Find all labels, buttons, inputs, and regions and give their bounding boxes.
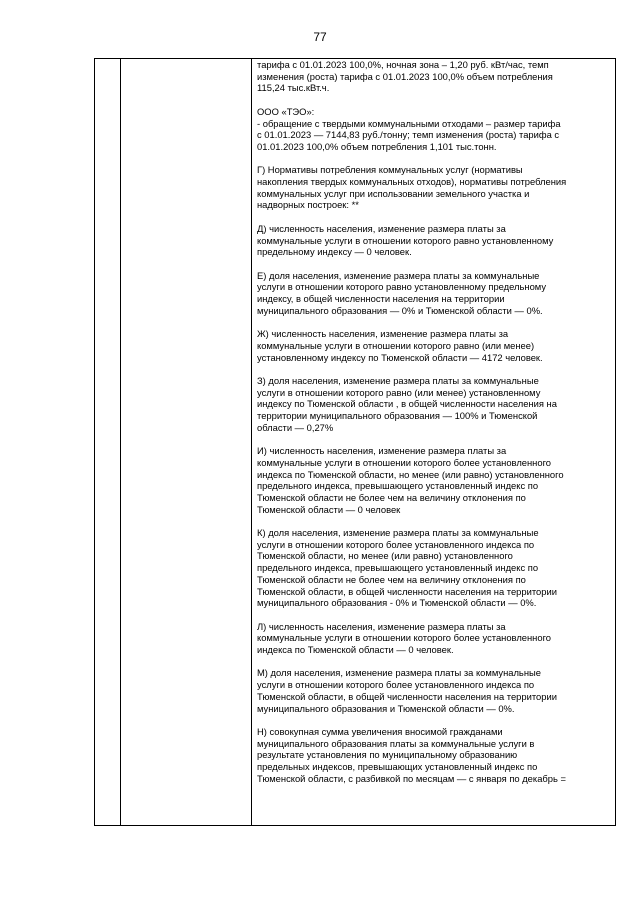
paragraph-i [257,445,611,515]
paragraph-line: коммунальные услуги в отношении которого более установленного [257,456,552,468]
paragraph-line: предельного индекса, превышающего установленный индекс по [257,480,539,492]
paragraph-line: 01.01.2023 100,0% объем потребления 1,101 тыс.тонн. [257,140,497,152]
content-text [257,59,611,784]
paragraph-line: - обращение с твердыми коммунальными отходами – размер тарифа [257,117,561,129]
table-cell-label [121,59,252,826]
paragraph-line: Тюменской области, в общей численности населения на территории [257,585,557,597]
paragraph-line: Л) численность населения, изменение размера платы за [257,620,506,632]
paragraph-line: индексу по Тюменской области , в общей численности населения на [257,398,557,410]
paragraph-e [257,270,611,317]
paragraph-line: территории муниципального образования — 100% и Тюменской [257,410,538,421]
paragraph-line: коммунальные услуги в отношении которого равно (или менее) [257,339,535,351]
paragraph-line: М) доля населения, изменение размера платы за коммунальные [257,667,541,679]
paragraph-line: К) доля населения, изменение размера платы за коммунальные [257,527,539,538]
paragraph-d [257,223,611,258]
paragraph-line: услуги в отношении которого равно (или менее) установленному [257,386,541,398]
paragraph-line: 115,24 тыс.кВт.ч. [257,82,330,94]
paragraph-line: муниципального образования - 0% и Тюменской области — 0%. [257,597,537,609]
paragraph-line: надворных построек: ** [257,199,359,211]
table-cell-content [252,59,616,826]
paragraph-line: муниципального образования платы за коммунальные услуги в [257,737,535,749]
paragraph-z [257,375,611,434]
paragraph-k [257,527,611,609]
paragraph-line: индекса по Тюменской области, но менее (или равно) установленного [257,468,564,480]
paragraph-line: Н) совокупная сумма увеличения вносимой гражданами [257,725,503,737]
paragraph-line: Тюменской области, в общей численности населения на территории [257,690,557,702]
paragraph-line: коммунальных услуг при использовании земельного участка и [257,187,530,199]
paragraph-teo [257,106,611,153]
paragraph-line: Г) Нормативы потребления коммунальных услуг (нормативы [257,164,523,176]
paragraph-line: предельному индексу — 0 человек. [257,246,412,258]
paragraph-line: Тюменской области — 0 человек [257,503,401,515]
page-number: 77 [313,30,327,44]
paragraph-l [257,621,611,656]
paragraph-line: предельного индекса, превышающего установленный индекс по [257,562,539,574]
paragraph-line: Ж) численность населения, изменение размера платы за [257,328,509,340]
paragraph-line: Тюменской области, но менее (или равно) установленного [257,550,513,562]
paragraph-line: муниципального образования — 0% и Тюменской области — 0%. [257,304,543,316]
paragraph-line: индексу, в общей численности населения на территории [257,293,505,304]
table-row [95,59,616,826]
paragraph-line: накопления твердых коммунальных отходов), нормативы потребления [257,176,567,187]
paragraph-line: услуги в отношении которого более установленного индекса по [257,538,535,550]
paragraph-line: результате установления по муниципальному образованию [257,749,518,761]
paragraph-line: И) численность населения, изменение размера платы за [257,445,507,457]
paragraph-line: Тюменской области, с разбивкой по месяцам — с января по декабрь = [257,772,566,784]
paragraph-line: коммунальные услуги в отношении которого равно установленному [257,234,554,246]
paragraph-zh [257,328,611,363]
paragraph-line: индекса по Тюменской области — 0 человек. [257,644,454,656]
paragraph-line: коммунальные услуги в отношении которого более установленного [257,632,552,644]
paragraph-m [257,667,611,714]
paragraph-n [257,726,611,785]
paragraph-line: Е) доля населения, изменение размера платы за коммунальные [257,269,540,281]
paragraph-g [257,164,611,211]
paragraph-line: с 01.01.2023 — 7144,83 руб./тонну; темп изменения (роста) тарифа с [257,129,560,141]
table-cell-index [95,59,121,826]
paragraph-line: Тюменской области не более чем на величину отклонения по [257,491,526,503]
paragraph-line: ООО «ТЭО»: [257,105,315,117]
paragraph-line: муниципального образования и Тюменской области — 0%. [257,702,515,714]
paragraph-line: Д) численность населения, изменение размера платы за [257,222,506,234]
paragraph-line: установленному индексу по Тюменской области — 4172 человек. [257,351,543,363]
paragraph-tariff-night [257,59,611,94]
paragraph-line: З) доля населения, изменение размера платы за коммунальные [257,374,539,386]
paragraph-line: тарифа с 01.01.2023 100,0%, ночная зона – 1,20 руб. кВт/час, темп [257,59,549,70]
document-table [94,58,616,826]
paragraph-line: изменения (роста) тарифа с 01.01.2023 100,0% объем потребления [257,70,553,82]
paragraph-line: услуги в отношении которого равно установленному предельному [257,281,547,293]
paragraph-line: услуги в отношении которого более установленного индекса по [257,679,535,691]
paragraph-line: области — 0,27% [257,421,334,433]
paragraph-line: предельных индексов, превышающих установленный индекс по [257,761,538,773]
paragraph-line: Тюменской области не более чем на величину отклонения по [257,573,526,585]
